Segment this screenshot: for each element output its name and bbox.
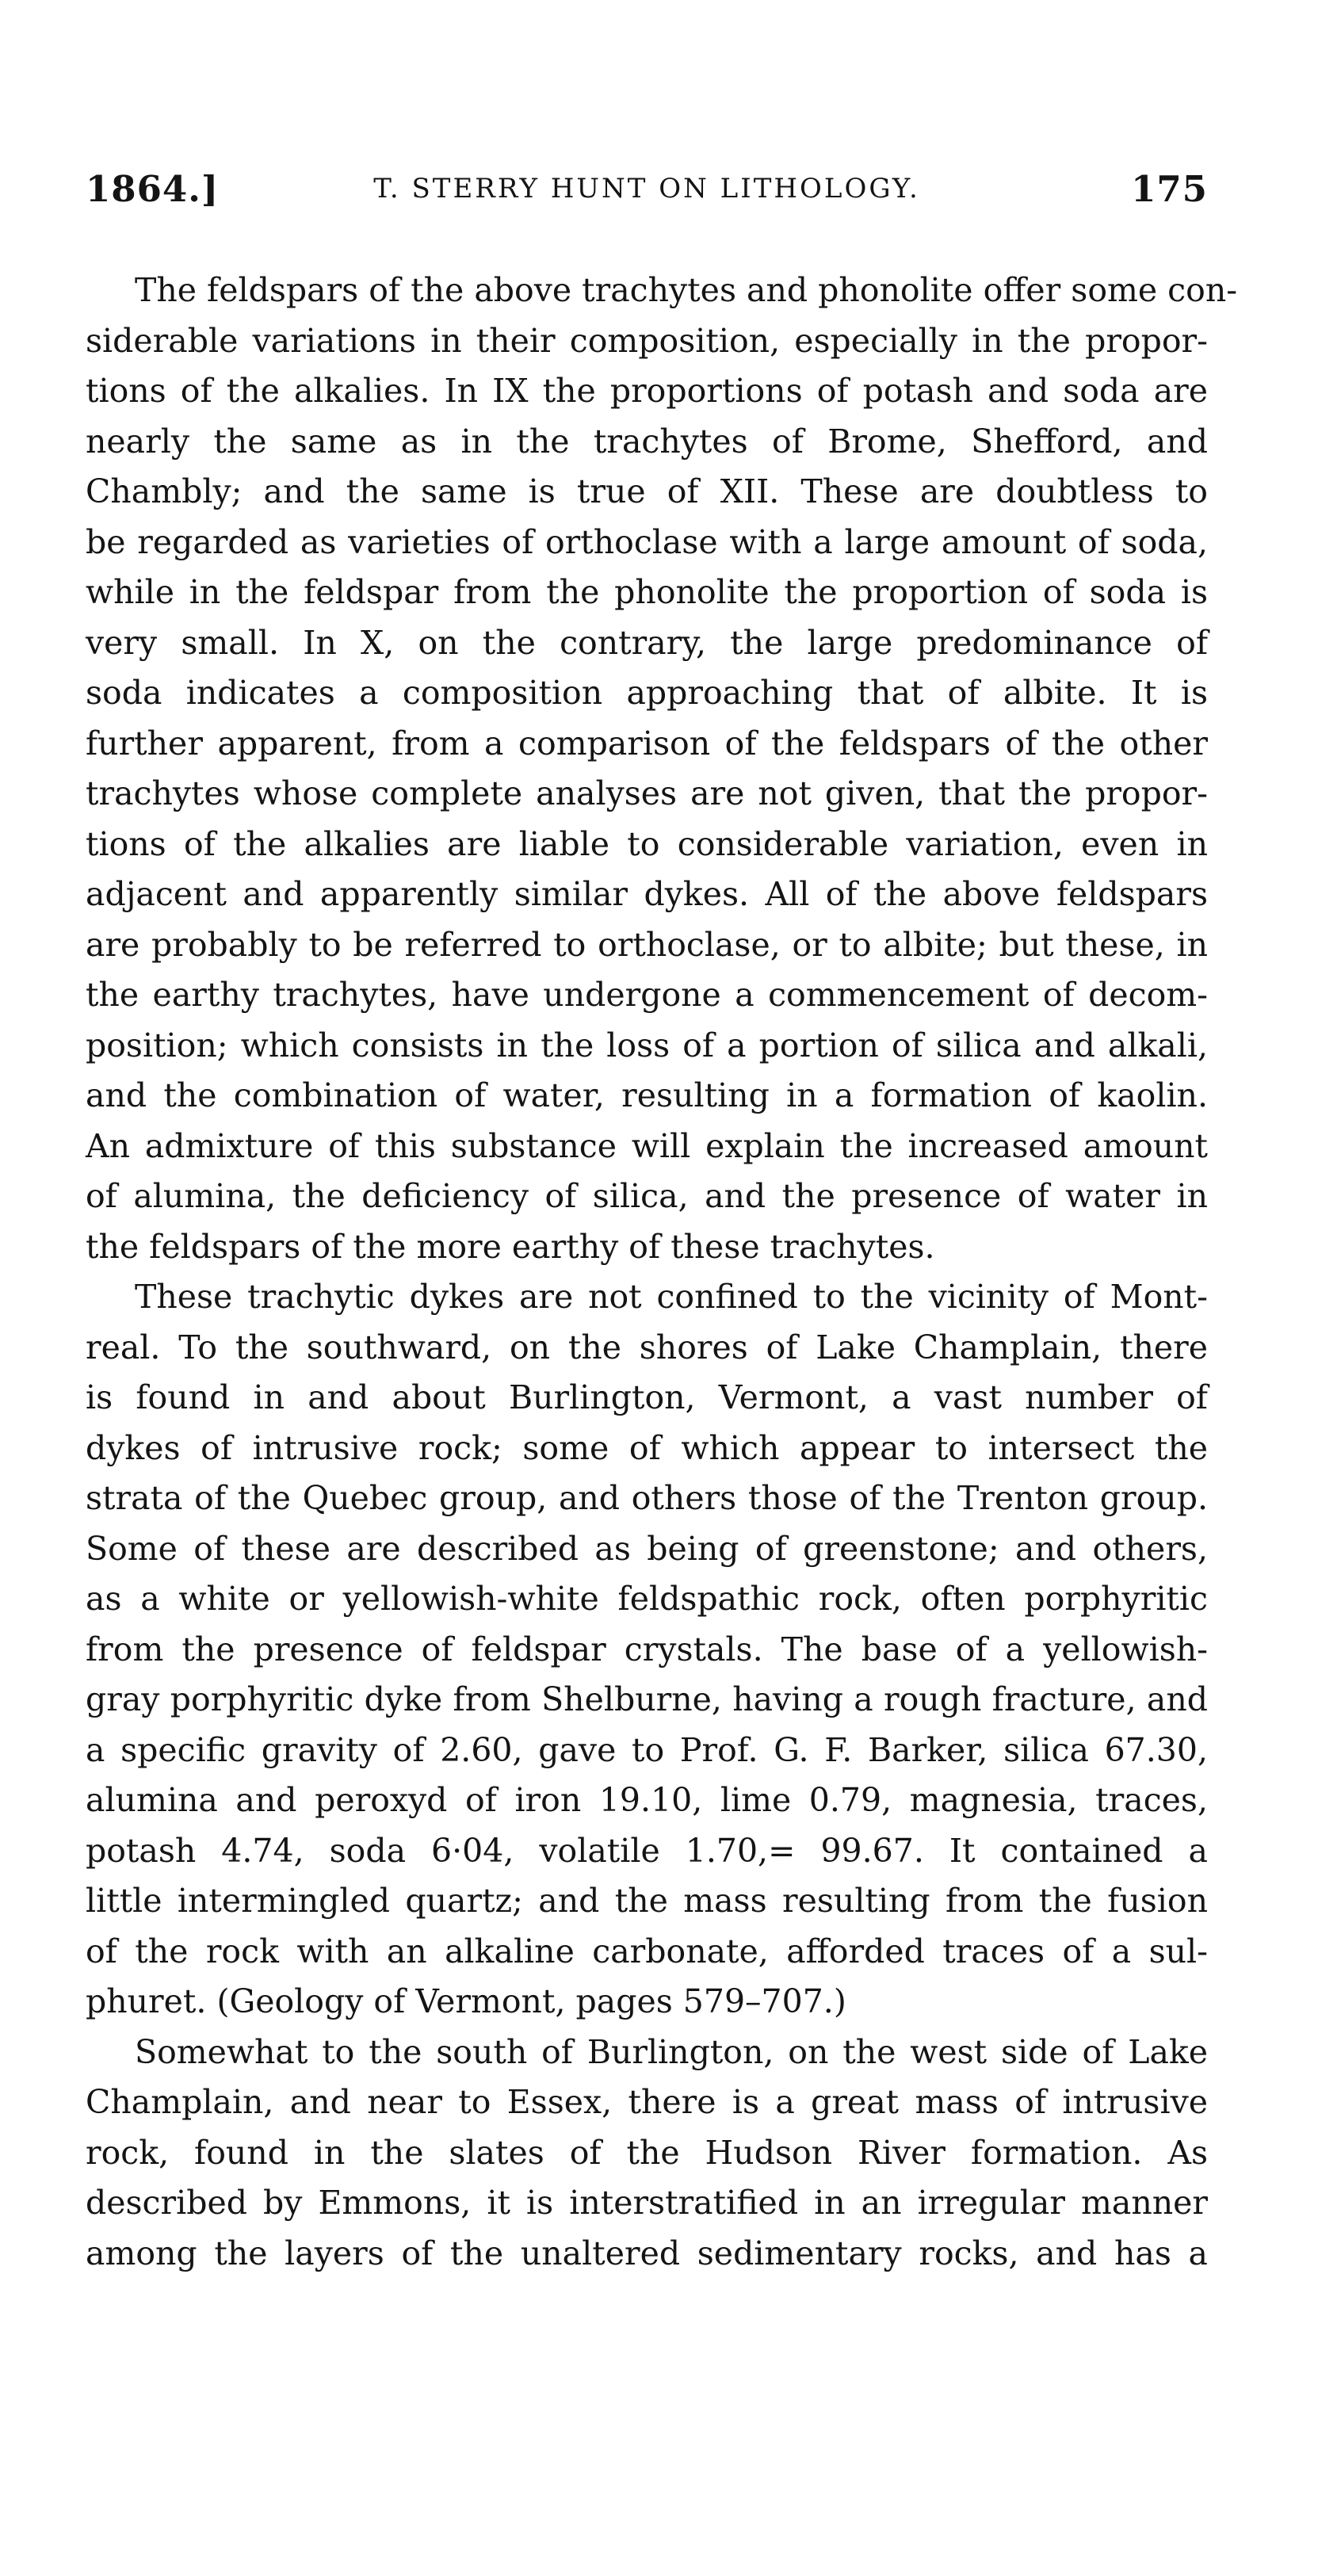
text-line: and the combination of water, resulting in a formation of kaolin.: [86, 1076, 1208, 1114]
text-line: gray porphyritic dyke from Shelburne, having a rough fracture, and: [86, 1680, 1208, 1718]
text-line: as a white or yellowish-white feldspathic rock, often porphyritic: [86, 1580, 1208, 1618]
text-line: is found in and about Burlington, Vermont, a vast number of: [86, 1378, 1208, 1416]
header-year: 1864.]: [86, 168, 220, 210]
page-number: 175: [1131, 168, 1208, 210]
running-header: [86, 168, 1208, 216]
text-line: dykes of intrusive rock; some of which appear to intersect the: [86, 1428, 1208, 1467]
paragraph-trachytic-dykes: [86, 1272, 1208, 2028]
text-line: nearly the same as in the trachytes of Brome, Shefford, and: [86, 422, 1208, 461]
text-line: strata of the Quebec group, and others those of the Trenton group.: [86, 1479, 1208, 1517]
text-line: Chambly; and the same is true of XII. These are doubtless to: [86, 472, 1208, 510]
text-line: Some of these are described as being of greenstone; and others,: [86, 1529, 1208, 1568]
text-line: among the layers of the unaltered sedimentary rocks, and has a: [86, 2234, 1208, 2272]
text-line: siderable variations in their composition, especially in the propor-: [86, 321, 1208, 360]
text-line: real. To the southward, on the shores of Lake Champlain, there: [86, 1328, 1208, 1366]
text-line: soda indicates a composition approaching that of albite. It is: [86, 674, 1208, 712]
text-line: a specific gravity of 2.60, gave to Prof. G. F. Barker, silica 67.30,: [86, 1730, 1208, 1769]
text-line: tions of the alkalies are liable to considerable variation, even in: [86, 824, 1208, 863]
text-line: alumina and peroxyd of iron 19.10, lime 0.79, magnesia, traces,: [86, 1781, 1208, 1819]
text-line: the earthy trachytes, have undergone a commencement of decom-: [86, 976, 1208, 1014]
text-line: phuret. (Geology of Vermont, pages 579–707.): [86, 1982, 846, 2020]
text-line: rock, found in the slates of the Hudson River formation. As: [86, 2133, 1208, 2172]
text-line: be regarded as varieties of orthoclase with a large amount of soda,: [86, 522, 1208, 561]
text-line: Somewhat to the south of Burlington, on the west side of Lake: [135, 2032, 1208, 2071]
text-line: An admixture of this substance will explain the increased amount: [86, 1126, 1208, 1165]
text-line: tions of the alkalies. In IX the proportions of potash and soda are: [86, 372, 1208, 410]
running-title: T. STERRY HUNT ON LITHOLOGY.: [373, 173, 920, 204]
text-line: trachytes whose complete analyses are not given, that the propor-: [86, 774, 1208, 812]
text-line: of the rock with an alkaline carbonate, afforded traces of a sul-: [86, 1932, 1208, 1970]
text-line: These trachytic dykes are not confined to the vicinity of Mont-: [135, 1278, 1208, 1316]
text-line: the feldspars of the more earthy of these trachytes.: [86, 1227, 935, 1266]
text-line: very small. In X, on the contrary, the large predominance of: [86, 623, 1208, 662]
body-text: [86, 266, 1238, 2279]
text-line: position; which consists in the loss of a portion of silica and alkali,: [86, 1026, 1208, 1064]
paragraph-essex-rock: [86, 2028, 1208, 2280]
text-line: of alumina, the deficiency of silica, and the presence of water in: [86, 1177, 1208, 1215]
text-line: further apparent, from a comparison of the feldspars of the other: [86, 724, 1208, 762]
text-line: described by Emmons, it is interstratified in an irregular manner: [86, 2184, 1208, 2222]
text-line: from the presence of feldspar crystals. The base of a yellowish-: [86, 1630, 1208, 1668]
text-line: The feldspars of the above trachytes and phonolite offer some con-: [135, 271, 1238, 309]
text-line: little intermingled quartz; and the mass resulting from the fusion: [86, 1882, 1208, 1920]
text-line: are probably to be referred to orthoclase, or to albite; but these, in: [86, 925, 1208, 964]
text-line: while in the feldspar from the phonolite the proportion of soda is: [86, 573, 1208, 611]
paragraph-feldspars: [86, 266, 1238, 1272]
text-line: adjacent and apparently similar dykes. All of the above feldspars: [86, 875, 1208, 913]
text-line: potash 4.74, soda 6·04, volatile 1.70,= 99.67. It contained a: [86, 1831, 1208, 1870]
text-line: Champlain, and near to Essex, there is a great mass of intrusive: [86, 2083, 1208, 2121]
